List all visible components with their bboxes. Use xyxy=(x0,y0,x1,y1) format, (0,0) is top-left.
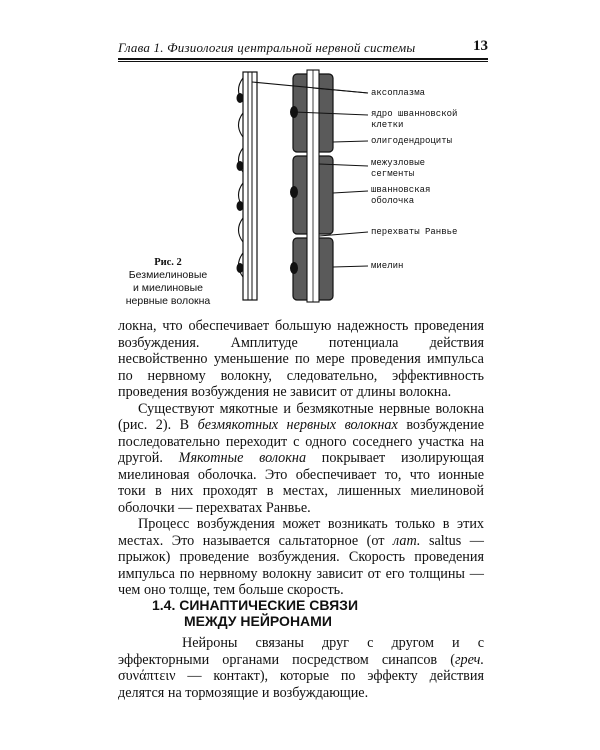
label-oligodendrocytes: олигодендроциты xyxy=(371,136,453,146)
page-number: 13 xyxy=(473,38,488,54)
label-schwann-sheath-1: шванновская xyxy=(371,185,431,195)
caption-line: нервные волокна xyxy=(125,295,211,307)
label-myelin: миелин xyxy=(371,261,404,271)
caption-number: Рис. 2 xyxy=(154,257,182,268)
body-text-upper xyxy=(118,318,484,599)
label-nodes-ranvier: перехваты Ранвье xyxy=(371,227,458,237)
section-heading xyxy=(152,597,358,629)
caption-line: Безмиелиновые xyxy=(128,269,208,281)
running-header xyxy=(118,38,488,60)
paragraph-4: Нейроны связаны друг с другом и с эффекторными органами посредством синапсов (греч. συνάπτειν — контакт), которые по эффекту действия делятся на тормозящие и возбуждающие. xyxy=(118,635,484,701)
running-title: Глава 1. Физиология центральной нервной системы xyxy=(118,40,416,55)
caption-line: и миелиновые xyxy=(133,282,203,294)
paragraph-2: Существуют мякотные и безмякотные нервные волокна (рис. 2). В безмякотных нервных волокнах возбуждение последовательно переходит с одного соседнего участка на другой. Мякотные волокна покрывает изолирующая миелиновая оболочка. Это обеспечивает то, что ионные токи в них проходят в местах, лишенных миелиновой оболочки — перехватах Ранвье. xyxy=(118,400,484,516)
schwann-nucleus xyxy=(237,201,244,211)
label-internodal-2: сегменты xyxy=(371,169,415,179)
myelin-nucleus xyxy=(290,262,298,274)
label-schwann-nucleus-1: ядро шванновской xyxy=(371,109,458,119)
paragraph-1: локна, что обеспечивает большую надежность проведения возбуждения. Амплитуде потенциала действия несвойственно уменьшение по мере проведения импульса по нервному волокну, следовательно, эффективность проведения возбуждения не зависит от длины волокна. xyxy=(118,318,484,400)
label-axoplasm: аксоплазма xyxy=(371,88,426,98)
myelinated-fiber xyxy=(290,70,333,302)
myelin-nucleus xyxy=(290,186,298,198)
label-schwann-sheath-2: оболочка xyxy=(371,196,415,206)
paragraph-3: Процесс возбуждения может возникать только в этих местах. Это называется сальтаторное (от лат. saltus — прыжок) проведение возбуждения. Скорость проведения импульса по нервному волокну зависит от его толщины — чем оно толще, тем больше скорость. xyxy=(118,516,484,598)
schwann-nucleus xyxy=(237,93,244,103)
unmyelinated-fiber xyxy=(237,72,258,300)
label-internodal-1: межузловые xyxy=(371,158,426,168)
section-heading-line-1: 1.4. СИНАПТИЧЕСКИЕ СВЯЗИ xyxy=(152,597,359,613)
header-rule xyxy=(118,58,488,62)
section-heading-line-2: МЕЖДУ НЕЙРОНАМИ xyxy=(184,613,332,629)
label-schwann-nucleus-2: клетки xyxy=(371,120,404,130)
schwann-nucleus xyxy=(237,263,244,273)
figure-caption xyxy=(118,256,218,308)
schwann-nucleus xyxy=(237,161,244,171)
body-text-lower xyxy=(118,635,484,701)
